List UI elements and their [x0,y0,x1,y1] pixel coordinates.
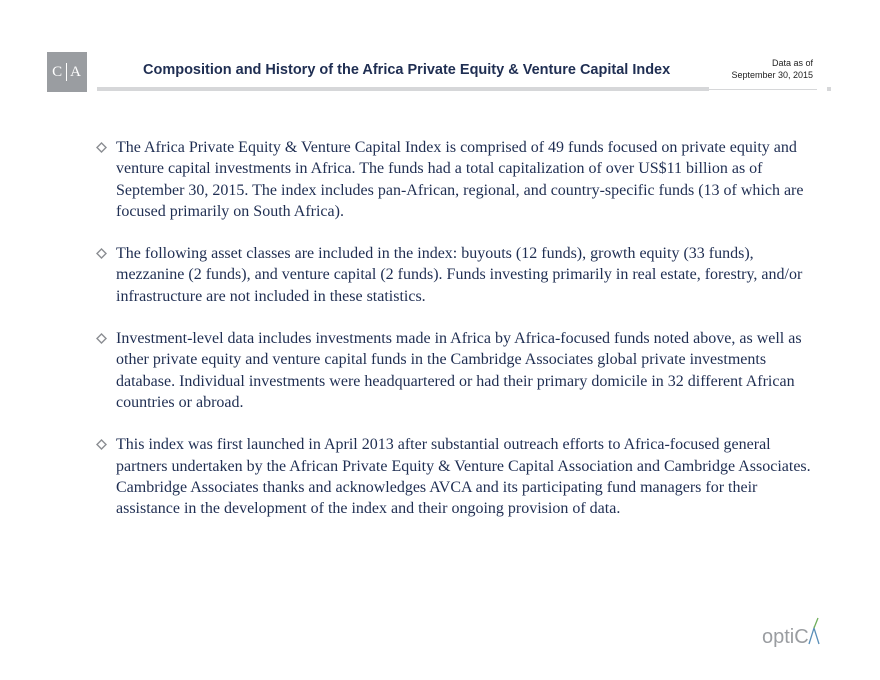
logo-divider [66,63,67,81]
data-date-value: September 30, 2015 [731,70,813,80]
bullet-text: The following asset classes are included in the index: buyouts (12 funds), growth equity (33 funds), mezzanine (2 funds), and venture capital (2 funds). Funds investing primarily in real estate, forestry, and/or infrastructure are not included in these statistics. [116,245,803,305]
logo-letter-a: A [70,63,82,80]
bullet-item [96,328,812,413]
header-rule [97,87,709,91]
svg-text:optiC: optiC [762,626,809,648]
page-title: Composition and History of the Africa Private Equity & Venture Capital Index [143,62,671,78]
bullet-text: The Africa Private Equity & Venture Capital Index is comprised of 49 funds focused on private equity and venture capital investments in Africa. The funds had a total capitalization of over US$11 billion as of September 30, 2015. The index includes pan-African, regional, and country-specific funds (13 of which are focused primarily on South Africa). [116,139,804,220]
diamond-bullet-icon [96,243,116,264]
bullet-list [96,137,812,540]
cambridge-associates-logo [47,52,87,92]
bullet-item [96,137,812,222]
header-rule-thin [709,89,817,90]
bullet-text: This index was first launched in April 2013 after substantial outreach efforts to Africa-focused general partners undertaken by the African Private Equity & Venture Capital Association and Cambridge Associates. Cambridge Associates thanks and acknowledges AVCA and its participating fund managers for their assistance in the development of the index and their ongoing provision of data. [116,436,811,518]
bullet-text: Investment-level data includes investments made in Africa by Africa-focused funds noted above, as well as other private equity and venture capital funds in the Cambridge Associates global private investments database. Individual investments were headquartered or had their primary domicile in 32 different African countries or abroad. [116,330,802,411]
bullet-item [96,243,812,307]
data-date-label: Data as of [771,58,813,68]
diamond-bullet-icon [96,328,116,349]
logo-letter-c: C [52,63,64,80]
diamond-bullet-icon [96,434,116,455]
bullet-item [96,434,812,519]
optica-logo [762,616,824,650]
data-date [731,57,813,81]
diamond-bullet-icon [96,137,116,158]
header-rule-end [827,87,831,91]
